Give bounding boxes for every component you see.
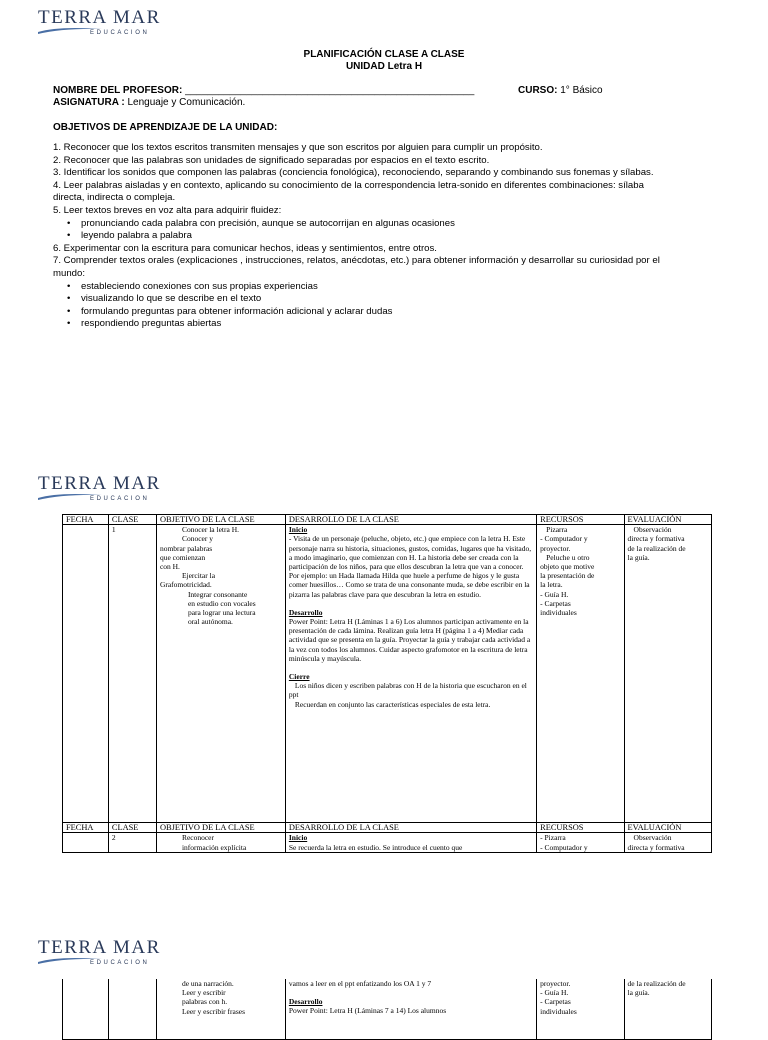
objective-7-bullet: • formulando preguntas para obtener información adicional y aclarar dudas bbox=[53, 306, 731, 319]
section-cierre-text: Los niños dicen y escriben palabras con H de la historia que escucharon en el ppt bbox=[288, 681, 527, 700]
evaluation-line: Observación bbox=[633, 525, 672, 535]
terra-mar-logo bbox=[38, 473, 161, 508]
objective-1: 1. Reconocer que los textos escritos transmiten mensajes y que son escritos por alguien para cumplir un propósito. bbox=[53, 142, 543, 153]
objective-line: para lograr una lectura bbox=[187, 608, 256, 618]
planning-table bbox=[62, 514, 712, 853]
section-inicio-title: Inicio bbox=[288, 833, 308, 843]
col-evaluacion: EVALUACIÓN bbox=[624, 823, 711, 833]
evaluation-line: directa y formativa bbox=[627, 534, 685, 544]
col-objetivo: OBJETIVO DE LA CLASE bbox=[156, 515, 285, 525]
section-desarrollo-text: Power Point: Letra H (Láminas 1 a 6) Los alumnos participan activamente en la presentación de cada lámina. Realizan guía letra H (página 1 a 4) Mediar cada actividad que se presenta en la guía. Proyectar la guía y trabajar cada actividad a la vez con todos los alumnos. Cuidar aspecto grafomotor en la escritura de letra minúscula y mayúscula. bbox=[288, 617, 531, 663]
logo-sub-text: EDUCACION bbox=[90, 30, 150, 36]
course-label: CURSO: bbox=[518, 85, 558, 96]
cell-clase bbox=[108, 833, 156, 853]
logo-sub-text: EDUCACION bbox=[90, 960, 150, 966]
planning-table-continued bbox=[62, 979, 712, 1040]
objective-line: Integrar consonante bbox=[187, 589, 248, 599]
section-cierre-title: Cierre bbox=[288, 672, 310, 682]
terra-mar-logo bbox=[38, 937, 161, 972]
table-row bbox=[63, 833, 712, 853]
page-subtitle: UNIDAD Letra H bbox=[345, 61, 423, 72]
section-inicio-text: Se recuerda la letra en estudio. Se introduce el cuento que bbox=[288, 842, 463, 852]
cell-fecha bbox=[63, 525, 109, 823]
col-clase: CLASE bbox=[108, 823, 156, 833]
objective-line: en estudio con vocales bbox=[187, 598, 256, 608]
cell-evaluacion bbox=[624, 833, 711, 853]
objective-line: Conocer y bbox=[181, 534, 213, 544]
resource-line: - Pizarra bbox=[540, 833, 566, 843]
objective-line: de una narración. bbox=[181, 979, 234, 988]
resource-line: - Carpetas bbox=[540, 598, 571, 608]
objective-7-bullet: • estableciendo conexiones con sus propias experiencias bbox=[53, 281, 731, 294]
teacher-label: NOMBRE DEL PROFESOR: bbox=[53, 85, 183, 96]
objective-3: 3. Identificar los sonidos que componen las palabras (conciencia fonológica), reconociendo, separando y combinando sus fonemas y sílabas. bbox=[53, 167, 654, 179]
class-number: 1 bbox=[111, 525, 116, 535]
resource-line: Pizarra bbox=[546, 525, 568, 535]
cell-recursos bbox=[537, 979, 624, 1039]
objective-7-bullet: • respondiendo preguntas abiertas bbox=[53, 318, 731, 331]
table-row bbox=[63, 525, 712, 823]
objective-line: Conocer la letra H. bbox=[181, 525, 239, 535]
objective-line: oral autónoma. bbox=[187, 617, 233, 627]
evaluation-line: de la realización de bbox=[627, 543, 686, 553]
table-header-row bbox=[63, 515, 712, 525]
cell-evaluacion bbox=[624, 525, 711, 823]
objective-line: que comienzan bbox=[159, 552, 206, 562]
resource-line: Peluche u otro bbox=[546, 552, 590, 562]
resource-line: objeto que motive bbox=[540, 562, 595, 572]
teacher-row bbox=[53, 85, 474, 96]
cell-desarrollo bbox=[285, 979, 536, 1039]
cell-desarrollo bbox=[285, 525, 536, 823]
table-row bbox=[63, 979, 712, 1039]
subject-label: ASIGNATURA : bbox=[53, 97, 125, 108]
objectives-list bbox=[53, 142, 731, 331]
objective-line: Ejercitar la bbox=[181, 571, 216, 581]
course-value: 1° Básico bbox=[560, 85, 603, 96]
evaluation-line: la guía. bbox=[627, 552, 650, 562]
section-inicio-text: vamos a leer en el ppt enfatizando los OA 1 y 7 bbox=[288, 979, 432, 988]
resource-line: la presentación de bbox=[540, 571, 595, 581]
objective-7-cont: mundo: bbox=[53, 267, 85, 279]
cell-fecha bbox=[63, 833, 109, 853]
resource-line: la letra. bbox=[540, 580, 563, 590]
subject-row bbox=[53, 97, 245, 108]
teacher-name-line: ____________________________________________________ bbox=[185, 85, 475, 96]
objectives-heading: OBJETIVOS DE APRENDIZAJE DE LA UNIDAD: bbox=[53, 122, 278, 133]
col-evaluacion: EVALUACIÓN bbox=[624, 515, 711, 525]
section-cierre-text: Recuerdan en conjunto las características especiales de esta letra. bbox=[294, 699, 491, 709]
objective-4: 4. Leer palabras aisladas y en contexto, aplicando su conocimiento de la correspondencia letra-sonido en diferentes combinaciones: sílaba bbox=[53, 179, 644, 191]
objective-5-bullet: • leyendo palabra a palabra bbox=[53, 230, 731, 243]
evaluation-line: directa y formativa bbox=[627, 842, 685, 852]
class-number: 2 bbox=[111, 833, 116, 843]
objective-line: nombrar palabras bbox=[159, 543, 213, 553]
resource-line: individuales bbox=[540, 608, 577, 618]
page-title: PLANIFICACIÓN CLASE A CLASE bbox=[303, 49, 465, 60]
cell-fecha bbox=[63, 979, 109, 1039]
objective-line: con H. bbox=[159, 562, 180, 572]
objective-line: Leer y escribir frases bbox=[181, 1006, 246, 1016]
objective-line: Leer y escribir bbox=[181, 988, 226, 998]
resource-line: individuales bbox=[540, 1006, 577, 1016]
course-row bbox=[518, 85, 603, 96]
objective-line: Reconocer bbox=[181, 833, 215, 843]
evaluation-line: Observación bbox=[633, 833, 672, 843]
logo-brand-text: TERRA MAR bbox=[38, 7, 161, 28]
col-recursos: RECURSOS bbox=[537, 823, 624, 833]
col-clase: CLASE bbox=[108, 515, 156, 525]
section-desarrollo-title: Desarrollo bbox=[288, 997, 323, 1007]
col-desarrollo: DESARROLLO DE LA CLASE bbox=[285, 823, 536, 833]
cell-evaluacion bbox=[624, 979, 711, 1039]
resource-line: - Guía H. bbox=[540, 988, 569, 998]
objective-5-bullet: • pronunciando cada palabra con precisión, aunque se autocorrijan en algunas ocasiones bbox=[53, 218, 731, 231]
logo-brand-text: TERRA MAR bbox=[38, 937, 161, 958]
resource-line: proyector. bbox=[540, 543, 571, 553]
logo-brand-text: TERRA MAR bbox=[38, 473, 161, 494]
logo-sub-text: EDUCACION bbox=[90, 496, 150, 502]
resource-line: - Computador y bbox=[540, 534, 588, 544]
objective-line: palabras con h. bbox=[181, 997, 228, 1007]
table-header-row bbox=[63, 823, 712, 833]
section-desarrollo-title: Desarrollo bbox=[288, 607, 323, 617]
cell-recursos bbox=[537, 525, 624, 823]
objective-5: 5. Leer textos breves en voz alta para adquirir fluidez: bbox=[53, 204, 282, 216]
objective-2: 2. Reconocer que las palabras son unidades de significado separadas por espacios en el texto escrito. bbox=[53, 154, 490, 166]
evaluation-line: la guía. bbox=[627, 988, 650, 998]
cell-objetivo bbox=[156, 525, 285, 823]
col-recursos: RECURSOS bbox=[537, 515, 624, 525]
objective-7-bullet: • visualizando lo que se describe en el texto bbox=[53, 293, 731, 306]
evaluation-line: de la realización de bbox=[627, 979, 686, 988]
objective-line: Grafomotricidad. bbox=[159, 580, 212, 590]
subject-value: Lenguaje y Comunicación. bbox=[127, 97, 246, 108]
cell-objetivo bbox=[156, 979, 285, 1039]
cell-clase bbox=[108, 979, 156, 1039]
col-desarrollo: DESARROLLO DE LA CLASE bbox=[285, 515, 536, 525]
section-desarrollo-text: Power Point: Letra H (Láminas 7 a 14) Los alumnos bbox=[288, 1006, 447, 1016]
objective-7: 7. Comprender textos orales (explicaciones , instrucciones, relatos, anécdotas, etc.) para obtener información y desarrollar su curiosidad por el bbox=[53, 255, 660, 267]
objective-line: información explícita bbox=[181, 842, 247, 852]
cell-desarrollo bbox=[285, 833, 536, 853]
resource-line: - Carpetas bbox=[540, 997, 571, 1007]
col-objetivo: OBJETIVO DE LA CLASE bbox=[156, 823, 285, 833]
col-fecha: FECHA bbox=[63, 823, 109, 833]
resource-line: proyector. bbox=[540, 979, 571, 988]
cell-objetivo bbox=[156, 833, 285, 853]
section-inicio-title: Inicio bbox=[288, 525, 308, 535]
col-fecha: FECHA bbox=[63, 515, 109, 525]
cell-recursos bbox=[537, 833, 624, 853]
terra-mar-logo bbox=[38, 7, 161, 42]
cell-clase bbox=[108, 525, 156, 823]
resource-line: - Guía H. bbox=[540, 589, 569, 599]
objective-6: 6. Experimentar con la escritura para comunicar hechos, ideas y sentimientos, entre otros. bbox=[53, 242, 437, 254]
section-inicio-text: - Visita de un personaje (peluche, objeto, etc.) que empiece con la letra H. Este personaje narra su historia, situaciones, gustos, comidas, lugares que ha visitado, a modo imaginario, que comienzan con H. La historia debe ser creada con la participación de los niños, para que ellos descubran la letra que van a conocer. Por ejemplo: un Hada llamada Hilda que huele a perfume de higos y le gusta comer huesillos… Como se trata de una consonante muda, se debe escribir en la pizarra las palabras clave para que descubran la letra en estudio. bbox=[288, 534, 532, 599]
resource-line: - Computador y bbox=[540, 842, 588, 852]
objective-4-cont: directa, indirecta o compleja. bbox=[53, 192, 176, 204]
